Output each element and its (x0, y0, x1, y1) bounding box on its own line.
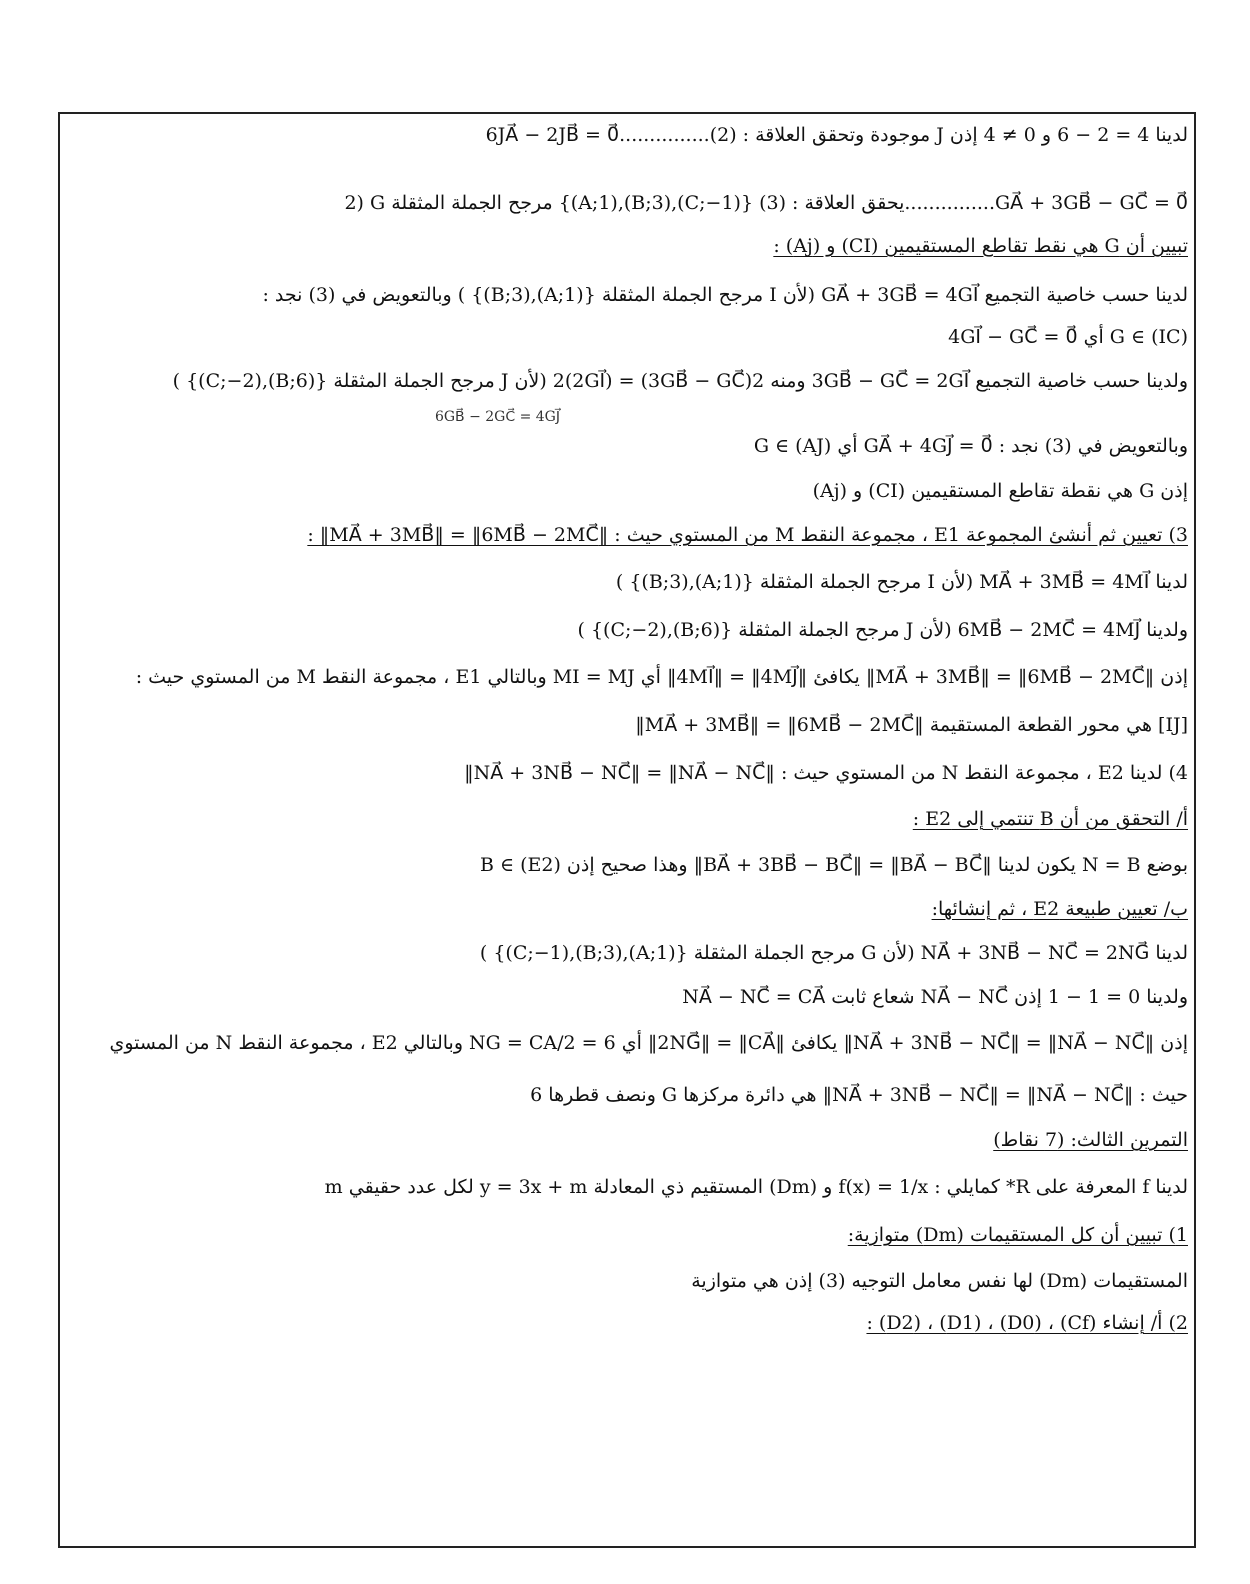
text-line: حيث : ‖NA⃗ + 3NB⃗ − NC⃗‖ = ‖NA⃗ − NC⃗‖ هي دائرة مركزها G ونصف قطرها 6 (530, 1084, 1188, 1106)
section-heading: 1) تبيين أن كل المستقيمات (Dm) متوازية: (847, 1224, 1188, 1246)
text-line: إذن G هي نقطة تقاطع المستقيمين (CI) و (Aj) (812, 480, 1188, 502)
text-line: لدينا f المعرفة على R* كمايلي : f(x) = 1/x و (Dm) المستقيم ذي المعادلة y = 3x + m لكل عدد حقيقي m (324, 1176, 1188, 1198)
text-line: المستقيمات (Dm) لها نفس معامل التوجيه (3) إذن هي متوازية (691, 1270, 1188, 1292)
text-line-sub: 6GB⃗ − 2GC⃗ = 4GJ⃗ (434, 409, 560, 425)
text-line: بوضع N = B يكون لدينا ‖BA⃗ + 3BB⃗ − BC⃗‖ = ‖BA⃗ − BC⃗‖ وهذا صحيح إذن B ∈ (E2) (480, 854, 1188, 876)
text-line: ‖MA⃗ + 3MB⃗‖ = ‖6MB⃗ − 2MC⃗‖ هي محور القطعة المستقيمة [IJ] (635, 714, 1188, 736)
text-line: لدينا NA⃗ + 3NB⃗ − NC⃗ = 2NG⃗ (لأن G مرجح الجملة المثقلة {(A;1),(B;3),(C;−1)} ) (479, 942, 1188, 964)
text-line: 4) لدينا E2 ، مجموعة النقط N من المستوي حيث : ‖NA⃗ + 3NB⃗ − NC⃗‖ = ‖NA⃗ − NC⃗‖ (464, 762, 1188, 784)
section-heading: 3) تعيين ثم أنشئ المجموعة E1 ، مجموعة النقط M من المستوي حيث : ‖MA⃗ + 3MB⃗‖ = ‖6MB⃗ − 2MC⃗‖ : (307, 524, 1188, 546)
text-line: وبالتعويض في (3) نجد : GA⃗ + 4GJ⃗ = 0⃗ أي G ∈ (AJ) (753, 435, 1188, 457)
text-line: ولدينا 0 = 1 − 1 إذن NA⃗ − NC⃗ شعاع ثابت NA⃗ − NC⃗ = CA⃗ (682, 986, 1188, 1008)
section-heading: أ/ التحقق من أن B تنتمي إلى E2 : (912, 808, 1188, 830)
text-line: إذن ‖MA⃗ + 3MB⃗‖ = ‖6MB⃗ − 2MC⃗‖ يكافئ ‖4MI⃗‖ = ‖4MJ⃗‖ أي MI = MJ وبالتالي E1 ، مجموعة النقط M من المستوي حيث : (135, 666, 1188, 688)
text-line: لدينا MA⃗ + 3MB⃗ = 4MI⃗ (لأن I مرجح الجملة المثقلة {(A;1),(B;3)} ) (615, 571, 1188, 593)
section-heading: تبيين أن G هي نقط تقاطع المستقيمين (CI) و (Aj) : (773, 235, 1188, 257)
text-line: إذن ‖NA⃗ + 3NB⃗ − NC⃗‖ = ‖NA⃗ − NC⃗‖ يكافئ ‖2NG⃗‖ = ‖CA⃗‖ أي NG = CA/2 = 6 وبالتالي E2 ، مجموعة النقط N من المستوي (109, 1032, 1188, 1054)
text-line: ولدينا 6MB⃗ − 2MC⃗ = 4MJ⃗ (لأن J مرجح الجملة المثقلة {(B;6),(C;−2)} ) (577, 619, 1188, 641)
text-line: لدينا 4 = 2 − 6 و 0 ≠ 4 إذن J موجودة وتحقق العلاقة : (2)...............6JA⃗ − 2JB⃗ = 0⃗ (485, 124, 1188, 146)
section-heading: 2) أ/ إنشاء (Cf) ، (D0) ، (D1) ، (D2) : (866, 1312, 1188, 1334)
text-line: 2) G مرجح الجملة المثقلة {(A;1),(B;3),(C;−1)} يحقق العلاقة : (3)...............GA⃗ + 3GB⃗ − GC⃗ = 0⃗ (344, 192, 1188, 214)
text-line: ولدينا حسب خاصية التجميع 3GB⃗ − GC⃗ = 2GI⃗ ومنه 2(3GB⃗ − GC⃗) = 2(2GI⃗) (لأن J مرجح الجملة المثقلة {(B;6),(C;−2)} ) (172, 370, 1188, 392)
text-line: 4GI⃗ − GC⃗ = 0⃗ أي G ∈ (IC) (948, 326, 1188, 348)
text-line: لدينا حسب خاصية التجميع GA⃗ + 3GB⃗ = 4GI⃗ (لأن I مرجح الجملة المثقلة {(A;1),(B;3)} ) وبالتعويض في (3) نجد : (262, 284, 1188, 306)
exercise-title: التمرين الثالث: (7 نقاط) (993, 1129, 1188, 1151)
section-heading: ب/ تعيين طبيعة E2 ، ثم إنشائها: (931, 898, 1188, 920)
